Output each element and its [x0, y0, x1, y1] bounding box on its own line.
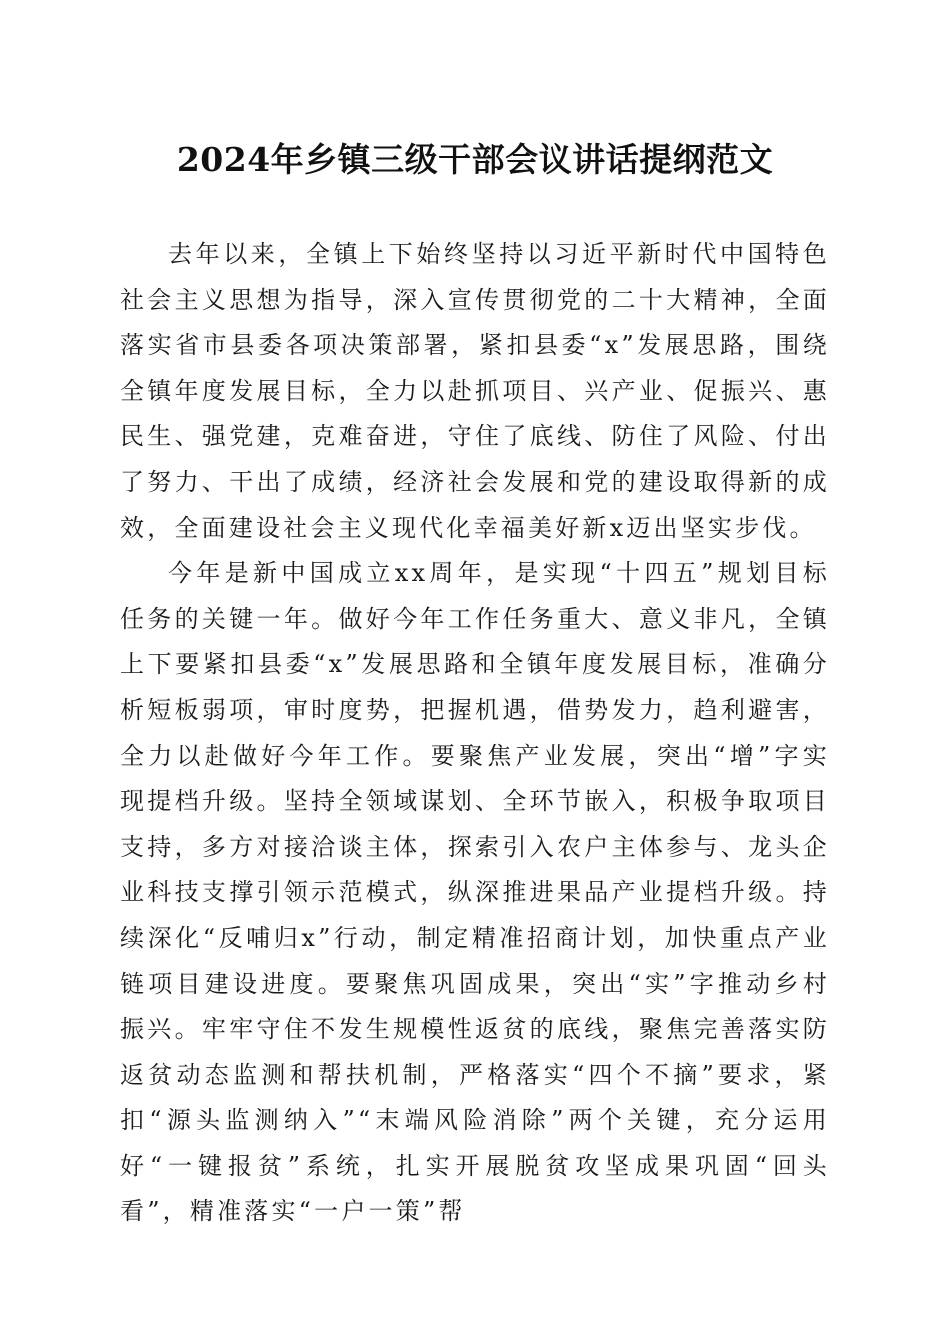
document-body: [120, 232, 830, 1235]
paragraph-1: 去年以来，全镇上下始终坚持以习近平新时代中国特色社会主义思想为指导，深入宣传贯彻党的二十大精神，全面落实省市县委各项决策部署，紧扣县委“x”发展思路，围绕全镇年度发展目标，全力以赴抓项目、兴产业、促振兴、惠民生、强党建，克难奋进，守住了底线、防住了风险、付出了努力、干出了成绩，经济社会发展和党的建设取得新的成效，全面建设社会主义现代化幸福美好新x迈出坚实步伐。: [120, 240, 830, 542]
document-title: 2024年乡镇三级干部会议讲话提纲范文: [176, 140, 774, 179]
paragraph-2: 今年是新中国成立xx周年，是实现“十四五”规划目标任务的关键一年。做好今年工作任务重大、意义非凡，全镇上下要紧扣县委“x”发展思路和全镇年度发展目标，准确分析短板弱项，审时度势，把握机遇，借势发力，趋利避害，全力以赴做好今年工作。要聚焦产业发展，突出“增”字实现提档升级。坚持全领域谋划、全环节嵌入，积极争取项目支持，多方对接洽谈主体，探索引入农户主体参与、龙头企业科技支撑引领示范模式，纵深推进果品产业提档升级。持续深化“反哺归x”行动，制定精准招商计划，加快重点产业链项目建设进度。要聚焦巩固成果，突出“实”字推动乡村振兴。牢牢守住不发生规模性返贫的底线，聚焦完善落实防返贫动态监测和帮扶机制，严格落实“四个不摘”要求，紧扣“源头监测纳入”“末端风险消除”两个关键，充分运用好“一键报贫”系统，扎实开展脱贫攻坚成果巩固“回头看”，精准落实“一户一策”帮: [120, 559, 830, 1226]
